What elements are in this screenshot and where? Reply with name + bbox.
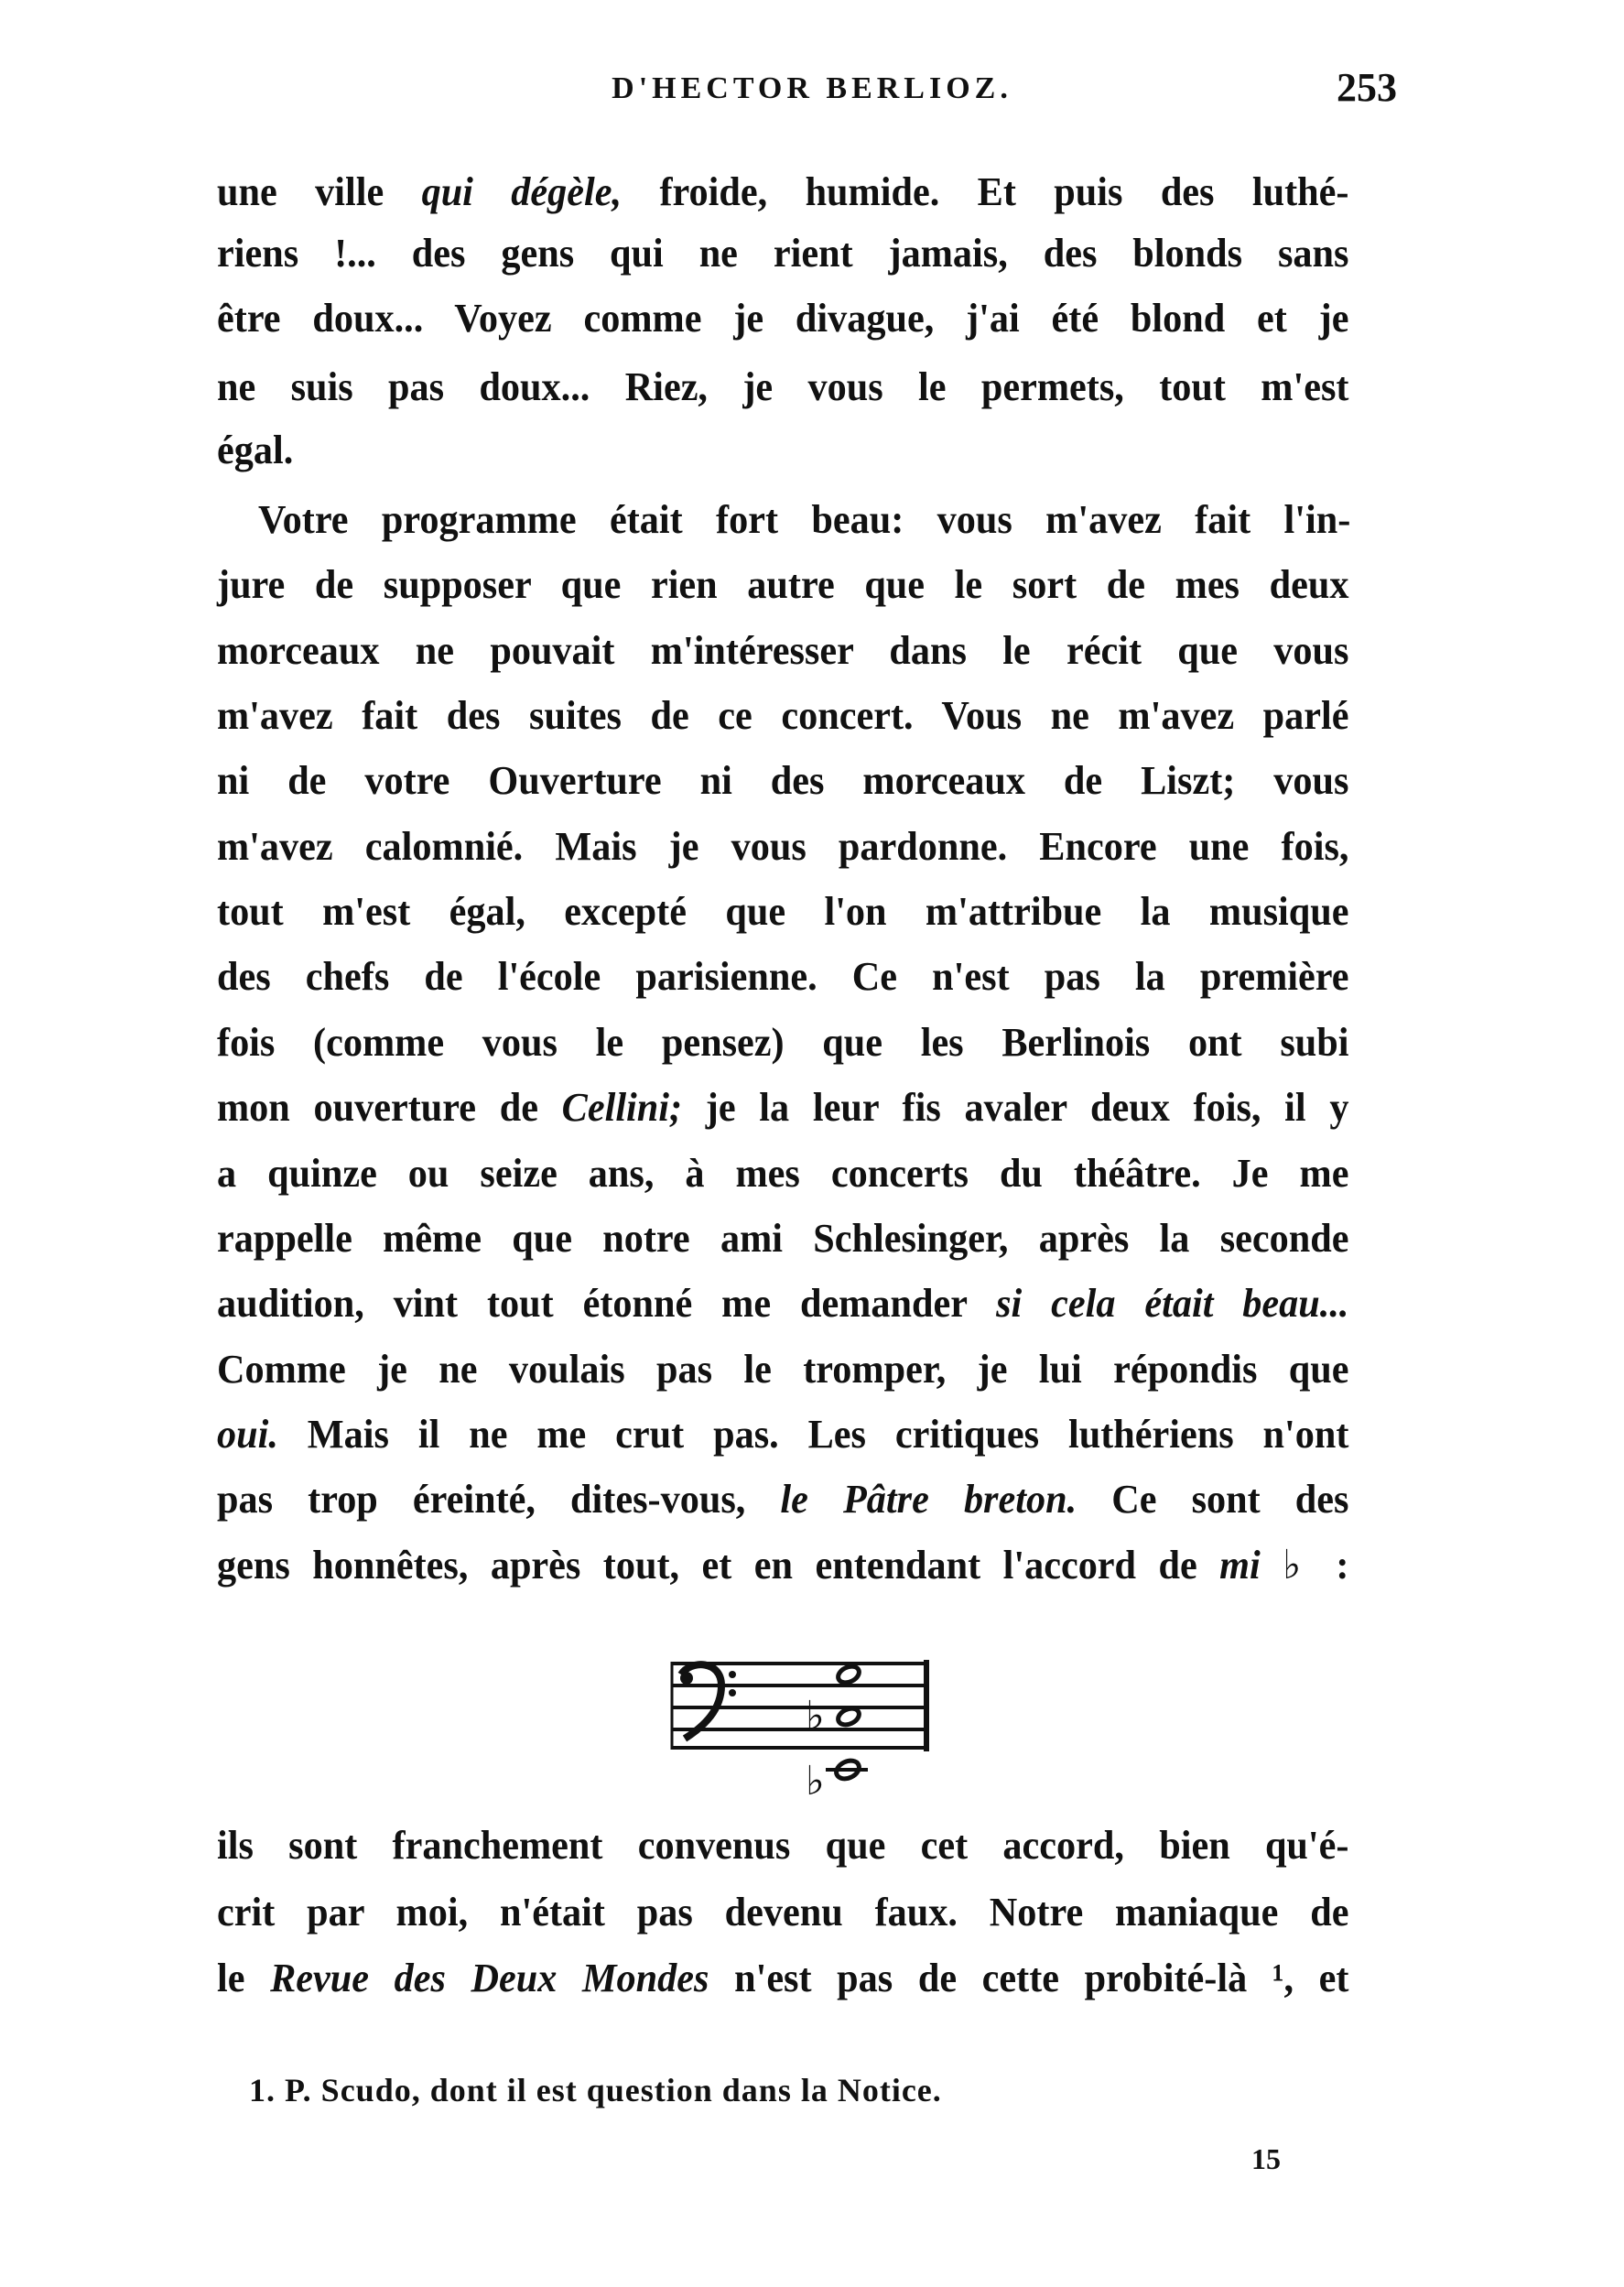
text-segment: gens honnêtes, après tout, et en entendant l'accord de	[217, 1542, 1220, 1588]
text-segment: le	[217, 1956, 271, 2001]
text-line	[217, 1813, 1348, 1878]
musical-example-e-flat-chord	[668, 1653, 934, 1804]
italic-text: Cellini;	[561, 1085, 683, 1131]
text-segment: rappelle même que notre ami Schlesinger, après la seconde	[217, 1215, 1349, 1261]
text-segment: riens !... des gens qui ne rient jamais, des blonds sans	[217, 231, 1349, 276]
text-line	[217, 221, 1348, 286]
text-line	[217, 1206, 1348, 1271]
signature-mark: 15	[1251, 2142, 1281, 2175]
text-segment: ils sont franchement convenus que cet accord, bien qu'é-	[217, 1823, 1349, 1869]
text-segment: morceaux ne pouvait m'intéresser dans le récit que vous	[217, 627, 1349, 673]
text-line	[217, 1141, 1348, 1206]
flat-sign: ♭	[806, 1694, 825, 1739]
text-segment: être doux... Voyez comme je divague, j'ai été blond et je	[217, 296, 1349, 341]
text-segment: des chefs de l'école parisienne. Ce n'est pas la première	[217, 954, 1349, 1000]
italic-text: le Pâtre breton.	[780, 1477, 1077, 1523]
text-segment: une ville	[217, 168, 422, 214]
text-segment: crit par moi, n'était pas devenu faux. Notre maniaque de	[217, 1889, 1349, 1935]
text-line	[217, 1075, 1348, 1140]
italic-text: mi ♭	[1219, 1542, 1314, 1588]
italic-text: Revue des Deux Mondes	[270, 1956, 709, 2001]
italic-text: qui dégèle,	[421, 168, 623, 214]
text-line	[217, 1010, 1348, 1075]
text-segment: pas trop éreinté, dites-vous,	[217, 1477, 781, 1523]
text-line	[217, 879, 1348, 944]
text-segment: a quinze ou seize ans, à mes concerts du théâtre. Je me	[217, 1150, 1349, 1196]
text-line	[217, 683, 1348, 748]
text-segment: n'est pas de cette probité-là ¹, et	[709, 1956, 1349, 2001]
text-line	[217, 417, 1348, 482]
text-segment: fois (comme vous le pensez) que les Berlinois ont subi	[217, 1019, 1349, 1065]
running-title: D'HECTOR BERLIOZ.	[612, 71, 1012, 105]
text-segment: Mais il ne me crut pas. Les critiques luthériens n'ont	[277, 1412, 1349, 1458]
text-segment: tout m'est égal, excepté que l'on m'attribue la musique	[217, 889, 1349, 935]
text-line	[217, 1337, 1348, 1402]
page-number: 253	[1337, 65, 1397, 110]
italic-text: si cela était beau...	[996, 1281, 1349, 1327]
text-segment: jure de supposer que rien autre que le sort de mes deux	[217, 562, 1349, 608]
text-segment: froide, humide. Et puis des luthé-	[622, 168, 1349, 214]
text-line	[217, 354, 1348, 419]
text-line	[258, 487, 1350, 552]
text-segment: m'avez fait des suites de ce concert. Vous ne m'avez parlé	[217, 692, 1349, 738]
text-line	[217, 814, 1348, 879]
bass-clef-icon	[680, 1664, 736, 1739]
text-line	[217, 944, 1348, 1009]
text-segment: égal.	[217, 427, 294, 472]
text-line	[217, 1946, 1348, 2011]
text-segment: mon ouverture de	[217, 1085, 562, 1131]
note-g	[836, 1664, 862, 1686]
text-line	[217, 1467, 1348, 1532]
text-line	[217, 1533, 1348, 1598]
text-segment: Ce sont des	[1077, 1477, 1349, 1523]
text-segment: :	[1313, 1542, 1349, 1588]
text-segment: ne suis pas doux... Riez, je vous le permets, tout m'est	[217, 363, 1349, 409]
footnote: 1. P. Scudo, dont il est question dans la Notice.	[249, 2072, 942, 2108]
text-line	[217, 1402, 1348, 1467]
text-line	[217, 286, 1348, 351]
text-segment: Votre programme était fort beau: vous m'avez fait l'in-	[258, 496, 1351, 542]
text-line	[217, 1880, 1348, 1945]
text-line	[217, 618, 1348, 683]
text-segment: m'avez calomnié. Mais je vous pardonne. Encore une fois,	[217, 823, 1349, 869]
text-line	[217, 159, 1348, 224]
text-segment: je la leur fis avaler deux fois, il y	[682, 1085, 1349, 1131]
text-segment: Comme je ne voulais pas le tromper, je lui répondis que	[217, 1346, 1349, 1392]
text-segment: ni de votre Ouverture ni des morceaux de Liszt; vous	[217, 758, 1349, 804]
text-line	[217, 1271, 1348, 1336]
text-line	[217, 552, 1348, 617]
text-line	[217, 748, 1348, 813]
italic-text: oui.	[217, 1412, 278, 1458]
flat-sign: ♭	[806, 1759, 825, 1804]
text-segment: audition, vint tout étonné me demander	[217, 1281, 997, 1327]
